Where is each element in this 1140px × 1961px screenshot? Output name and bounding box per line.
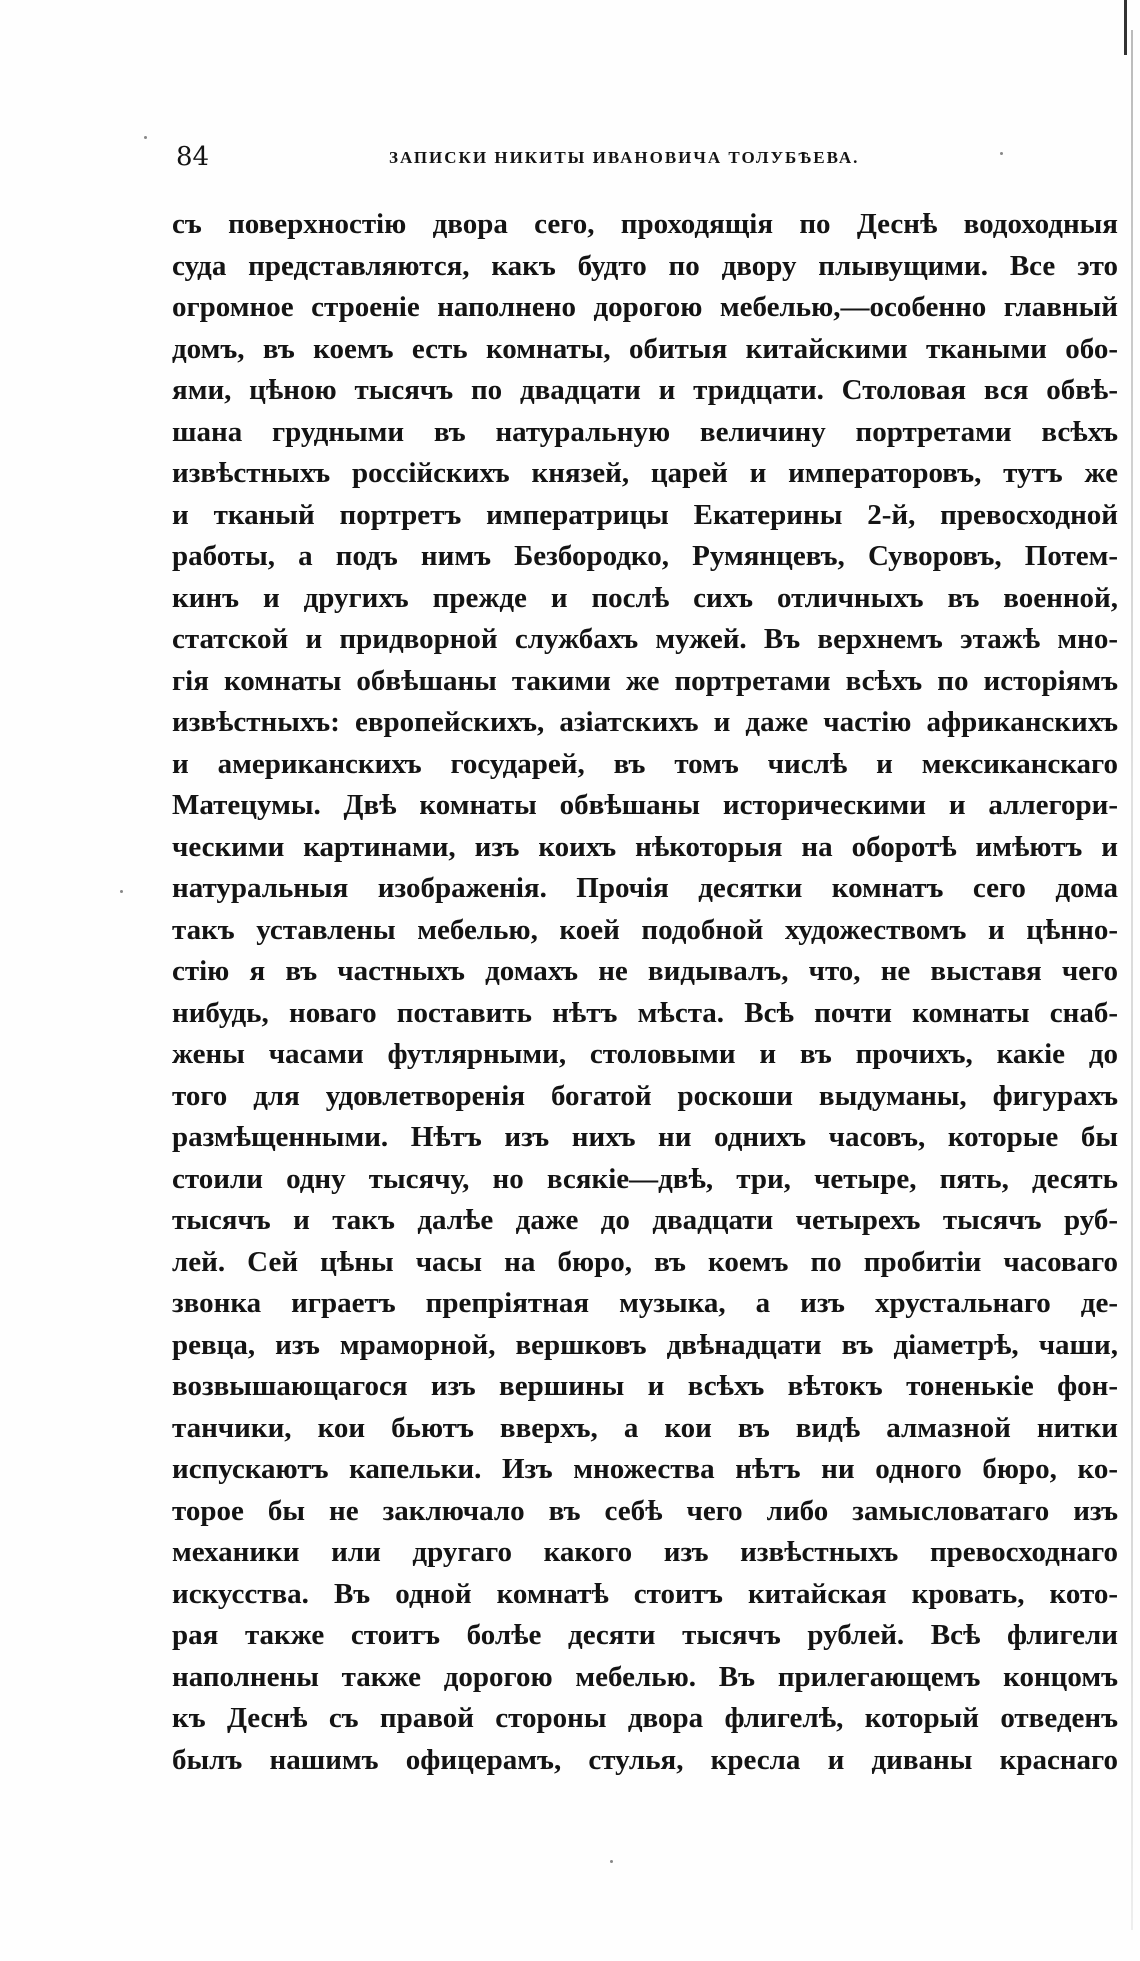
text-line: торое бы не заключало въ себѣ чего либо замысловатаго изъ — [172, 1494, 1118, 1527]
text-line: искусства. Въ одной комнатѣ стоитъ китайская кровать, кото- — [172, 1577, 1118, 1610]
text-line: стію я въ частныхъ домахъ не видывалъ, что, не выставя чего — [172, 955, 1118, 987]
text-line: рая также стоитъ болѣе десяти тысячъ рублей. Всѣ флигели — [172, 1619, 1118, 1651]
body-text — [172, 204, 1118, 1781]
text-line: съ поверхностію двора сего, проходящія по Деснѣ водоходныя — [172, 208, 1118, 240]
text-line: огромное строеніе наполнено дорогою мебелью,—особенно главный — [172, 291, 1118, 323]
text-line: извѣстныхъ: европейскихъ, азіатскихъ и даже частію африканскихъ — [172, 706, 1118, 738]
text-line: извѣстныхъ россійскихъ князей, царей и императоровъ, тутъ же — [172, 457, 1118, 489]
text-line: Матецумы. Двѣ комнаты обвѣшаны историческими и аллегори- — [172, 789, 1118, 821]
paper-speck — [144, 136, 147, 139]
running-title: ЗАПИСКИ НИКИТЫ ИВАНОВИЧА ТОЛУБѢЕВА. — [389, 148, 860, 167]
text-line: натуральныя изображенія. Прочія десятки комнатъ сего дома — [172, 872, 1118, 904]
text-line: ями, цѣною тысячъ по двадцати и тридцати. Столовая вся обвѣ- — [172, 374, 1118, 406]
text-line: того для удовлетворенія богатой роскоши выдуманы, фигурахъ — [172, 1079, 1118, 1112]
text-line: былъ нашимъ офицерамъ, стулья, кресла и диваны краснаго — [172, 1743, 1118, 1776]
text-line: и американскихъ государей, въ томъ числѣ и мексиканскаго — [172, 747, 1118, 780]
text-line: домъ, въ коемъ есть комнаты, обитыя китайскими ткаными обо- — [172, 332, 1118, 365]
text-line: возвышающагося изъ вершины и всѣхъ вѣтокъ тоненькіе фон- — [172, 1370, 1118, 1402]
text-line: размѣщенными. Нѣтъ изъ нихъ ни однихъ часовъ, которые бы — [172, 1121, 1118, 1153]
text-line: тысячъ и такъ далѣе даже до двадцати четырехъ тысячъ руб- — [172, 1204, 1118, 1236]
text-line: испускаютъ капельки. Изъ множества нѣтъ ни одного бюро, ко- — [172, 1453, 1118, 1485]
page-header — [176, 142, 926, 178]
text-line: статской и придворной службахъ мужей. Въ верхнемъ этажѣ мно- — [172, 623, 1118, 655]
page-edge-shadow — [1131, 30, 1133, 1930]
text-line: кинъ и другихъ прежде и послѣ сихъ отличныхъ въ военной, — [172, 581, 1118, 614]
text-line: стоили одну тысячу, но всякіе—двѣ, три, четыре, пять, десять — [172, 1162, 1118, 1195]
text-line: работы, а подъ нимъ Безбородко, Румянцевъ, Суворовъ, Потем- — [172, 540, 1118, 572]
page-number: 84 — [176, 142, 210, 172]
paper-speck — [120, 890, 123, 893]
text-line: механики или другаго какого изъ извѣстныхъ превосходнаго — [172, 1536, 1118, 1568]
paper-speck — [1000, 152, 1003, 155]
text-line: лей. Сей цѣны часы на бюро, въ коемъ по пробитіи часоваго — [172, 1245, 1118, 1278]
text-line: танчики, кои бьютъ вверхъ, а кои въ видѣ алмазной нитки — [172, 1411, 1118, 1444]
text-line: гія комнаты обвѣшаны такими же портретами всѣхъ по исторіямъ — [172, 664, 1118, 697]
text-line: нибудь, новаго поставить нѣтъ мѣста. Всѣ почти комнаты снаб- — [172, 996, 1118, 1029]
text-line: звонка играетъ препріятная музыка, а изъ хрустальнаго де- — [172, 1287, 1118, 1319]
paper-speck — [610, 1860, 613, 1863]
text-line: наполнены также дорогою мебелью. Въ прилегающемъ концомъ — [172, 1660, 1118, 1693]
text-line: ческими картинами, изъ коихъ нѣкоторыя на оборотѣ имѣютъ и — [172, 830, 1118, 863]
text-line: къ Деснѣ съ правой стороны двора флигелѣ, который отведенъ — [172, 1702, 1118, 1734]
text-line: шана грудными въ натуральную величину портретами всѣхъ — [172, 415, 1118, 448]
text-line: и тканый портретъ императрицы Екатерины 2-й, превосходной — [172, 498, 1118, 531]
page-edge-mark — [1124, 0, 1127, 55]
text-line: такъ уставлены мебелью, коей подобной художествомъ и цѣнно- — [172, 913, 1118, 946]
text-line: суда представляются, какъ будто по двору плывущими. Все это — [172, 249, 1118, 282]
text-line: ревца, изъ мраморной, вершковъ двѣнадцати въ діаметрѣ, чаши, — [172, 1328, 1118, 1361]
text-line: жены часами футлярными, столовыми и въ прочихъ, какіе до — [172, 1038, 1118, 1070]
